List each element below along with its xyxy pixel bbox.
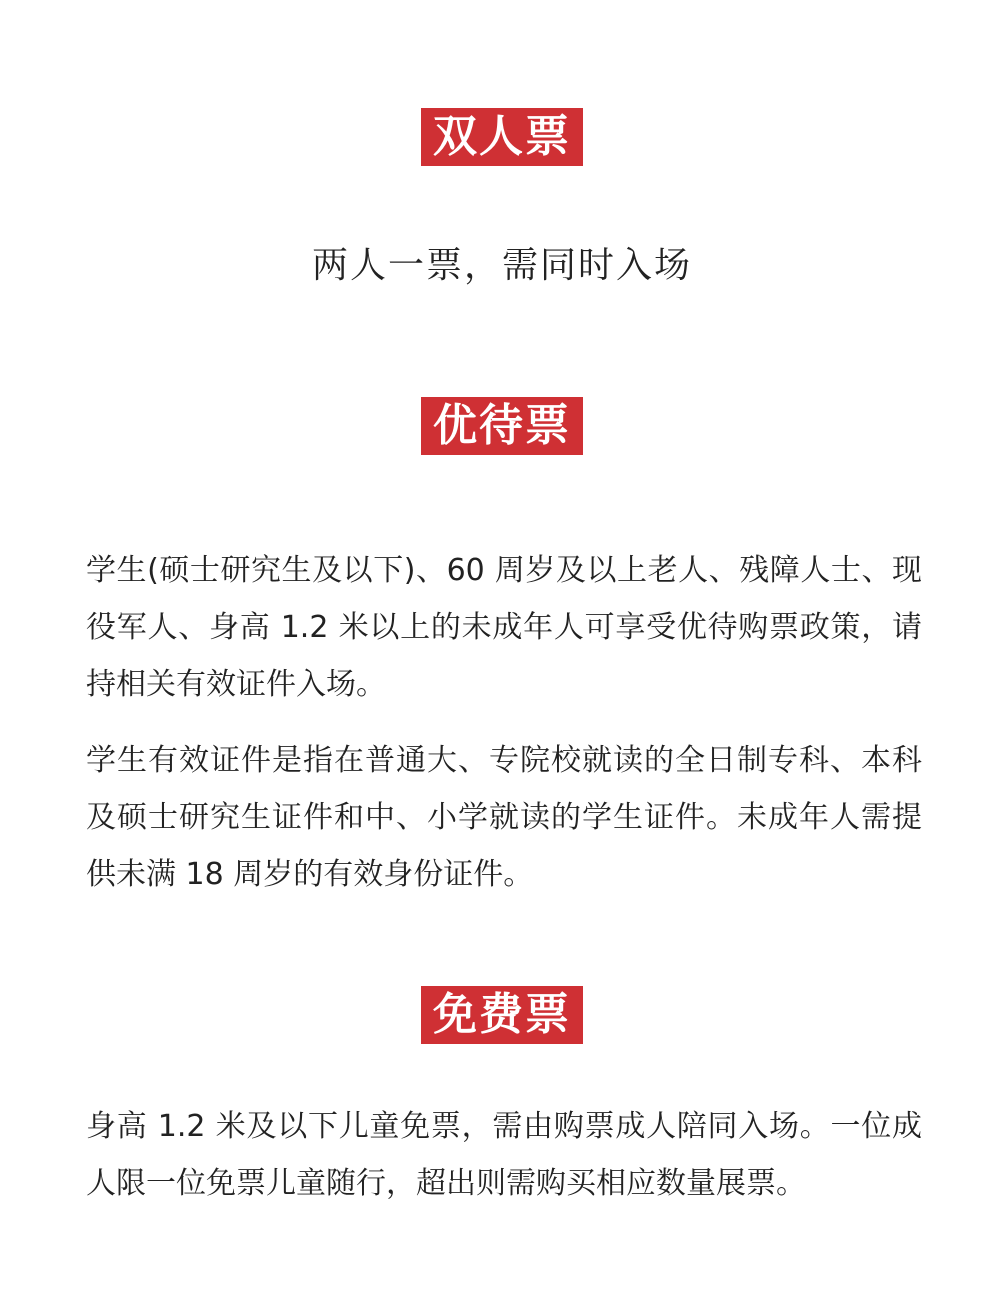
discount-eligibility-paragraph: 学生(硕士研究生及以下)、60 周岁及以上老人、残障人士、现役军人、身高 1.2 米以上的未成年人可享受优待购票政策，请持相关有效证件入场。 <box>86 553 922 702</box>
free-ticket-paragraph: 身高 1.2 米及以下儿童免票，需由购票成人陪同入场。一位成人限一位免票儿童随行，超出则需购买相应数量展票。 <box>86 1109 922 1201</box>
discount-documents-paragraph: 学生有效证件是指在普通大、专院校就读的全日制专科、本科及硕士研究生证件和中、小学就读的学生证件。未成年人需提供未满 18 周岁的有效身份证件。 <box>86 743 922 892</box>
discount-ticket-label: 优待票 <box>421 397 583 455</box>
double-ticket-label: 双人票 <box>421 108 583 166</box>
free-ticket-label: 免费票 <box>421 986 583 1044</box>
double-ticket-description: 两人一票，需同时入场 <box>311 245 692 286</box>
